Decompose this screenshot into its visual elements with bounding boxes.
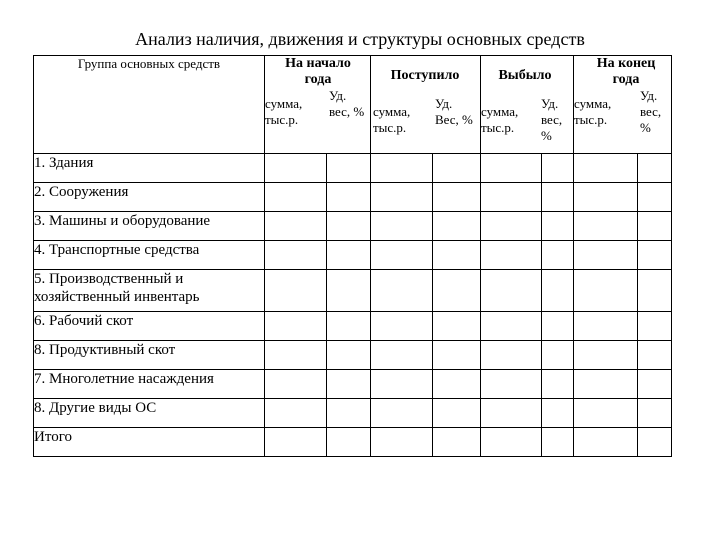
value-cell: [638, 183, 672, 212]
value-cell: [574, 154, 638, 183]
value-cell: [638, 212, 672, 241]
period-label: Поступило: [390, 68, 460, 83]
table-row: [34, 399, 672, 428]
value-cell: [265, 341, 327, 370]
value-cell: [574, 312, 638, 341]
value-cell: [542, 270, 574, 312]
value-cell: [433, 270, 481, 312]
value-cell: [481, 399, 542, 428]
period-label: На конец года: [596, 56, 656, 87]
value-cell: [371, 370, 433, 399]
value-cell: [327, 341, 371, 370]
table-row: [34, 370, 672, 399]
value-cell: [542, 341, 574, 370]
value-cell: [371, 312, 433, 341]
value-cell: [574, 270, 638, 312]
value-cell: [574, 212, 638, 241]
value-cell: [265, 428, 327, 457]
period-label: Выбыло: [498, 68, 552, 83]
value-cell: [542, 154, 574, 183]
row-label: 3. Машины и оборудование: [34, 212, 265, 241]
value-cell: [481, 212, 542, 241]
value-cell: [638, 428, 672, 457]
period-header-start: [265, 56, 371, 154]
table-row: [34, 154, 672, 183]
value-cell: [638, 370, 672, 399]
value-cell: [433, 312, 481, 341]
value-cell: [481, 428, 542, 457]
row-label: 5. Производственный и хозяйственный инвентарь: [34, 270, 265, 312]
value-cell: [265, 183, 327, 212]
value-cell: [265, 212, 327, 241]
value-cell: [327, 270, 371, 312]
page-title: Анализ наличия, движения и структуры основных средств: [135, 29, 585, 49]
value-cell: [638, 399, 672, 428]
period-label: На начало года: [285, 56, 351, 87]
value-cell: [638, 154, 672, 183]
value-cell: [638, 341, 672, 370]
value-cell: [433, 428, 481, 457]
value-cell: [265, 370, 327, 399]
value-cell: [433, 212, 481, 241]
value-cell: [481, 312, 542, 341]
value-cell: [481, 270, 542, 312]
value-cell: [481, 154, 542, 183]
table-row: [34, 241, 672, 270]
value-cell: [327, 399, 371, 428]
value-cell: [638, 312, 672, 341]
row-label: 4. Транспортные средства: [34, 241, 265, 270]
sum-label: сумма, тыс.р.: [481, 104, 519, 135]
value-cell: [542, 312, 574, 341]
row-label: 1. Здания: [34, 154, 265, 183]
value-cell: [371, 428, 433, 457]
table-row: [34, 341, 672, 370]
sum-label: сумма, тыс.р.: [265, 96, 303, 127]
value-cell: [433, 399, 481, 428]
value-cell: [574, 428, 638, 457]
value-cell: [327, 154, 371, 183]
value-cell: [327, 370, 371, 399]
value-cell: [574, 183, 638, 212]
value-cell: [542, 241, 574, 270]
total-row: [34, 428, 672, 457]
value-cell: [433, 183, 481, 212]
value-cell: [542, 183, 574, 212]
value-cell: [433, 370, 481, 399]
value-cell: [371, 399, 433, 428]
value-cell: [327, 241, 371, 270]
value-cell: [542, 428, 574, 457]
row-label: 7. Многолетние насаждения: [34, 370, 265, 399]
value-cell: [542, 212, 574, 241]
value-cell: [265, 270, 327, 312]
value-cell: [371, 341, 433, 370]
row-label: 8. Продуктивный скот: [34, 341, 265, 370]
table-row: [34, 212, 672, 241]
value-cell: [433, 154, 481, 183]
value-cell: [327, 312, 371, 341]
group-header-cell: [34, 56, 265, 154]
fixed-assets-table: [33, 55, 672, 457]
period-header-end: [574, 56, 672, 154]
period-header-in: [371, 56, 481, 154]
row-label: 8. Другие виды ОС: [34, 399, 265, 428]
value-cell: [327, 428, 371, 457]
value-cell: [327, 212, 371, 241]
value-cell: [481, 241, 542, 270]
value-cell: [371, 154, 433, 183]
sum-label: сумма, тыс.р.: [373, 104, 411, 135]
group-header: Группа основных средств: [77, 56, 221, 71]
value-cell: [265, 241, 327, 270]
value-cell: [574, 370, 638, 399]
sum-label: сумма, тыс.р.: [574, 96, 612, 127]
value-cell: [481, 183, 542, 212]
share-label: Уд. вес, %: [329, 88, 365, 119]
share-label: Уд. вес, %: [541, 96, 563, 143]
value-cell: [265, 399, 327, 428]
table-row: [34, 183, 672, 212]
value-cell: [265, 154, 327, 183]
value-cell: [481, 370, 542, 399]
value-cell: [371, 241, 433, 270]
value-cell: [542, 370, 574, 399]
value-cell: [371, 212, 433, 241]
value-cell: [327, 183, 371, 212]
share-label: Уд. Вес, %: [435, 96, 473, 127]
period-header-out: [481, 56, 574, 154]
value-cell: [433, 341, 481, 370]
value-cell: [481, 341, 542, 370]
value-cell: [542, 399, 574, 428]
value-cell: [574, 341, 638, 370]
header-row: [34, 56, 672, 154]
value-cell: [371, 183, 433, 212]
value-cell: [371, 270, 433, 312]
table-row: [34, 270, 672, 312]
row-label: 6. Рабочий скот: [34, 312, 265, 341]
table-row: [34, 312, 672, 341]
value-cell: [433, 241, 481, 270]
value-cell: [638, 270, 672, 312]
value-cell: [574, 241, 638, 270]
value-cell: [638, 241, 672, 270]
value-cell: [265, 312, 327, 341]
total-label: Итого: [34, 428, 265, 457]
value-cell: [574, 399, 638, 428]
row-label: 2. Сооружения: [34, 183, 265, 212]
share-label: Уд. вес, %: [640, 88, 662, 135]
